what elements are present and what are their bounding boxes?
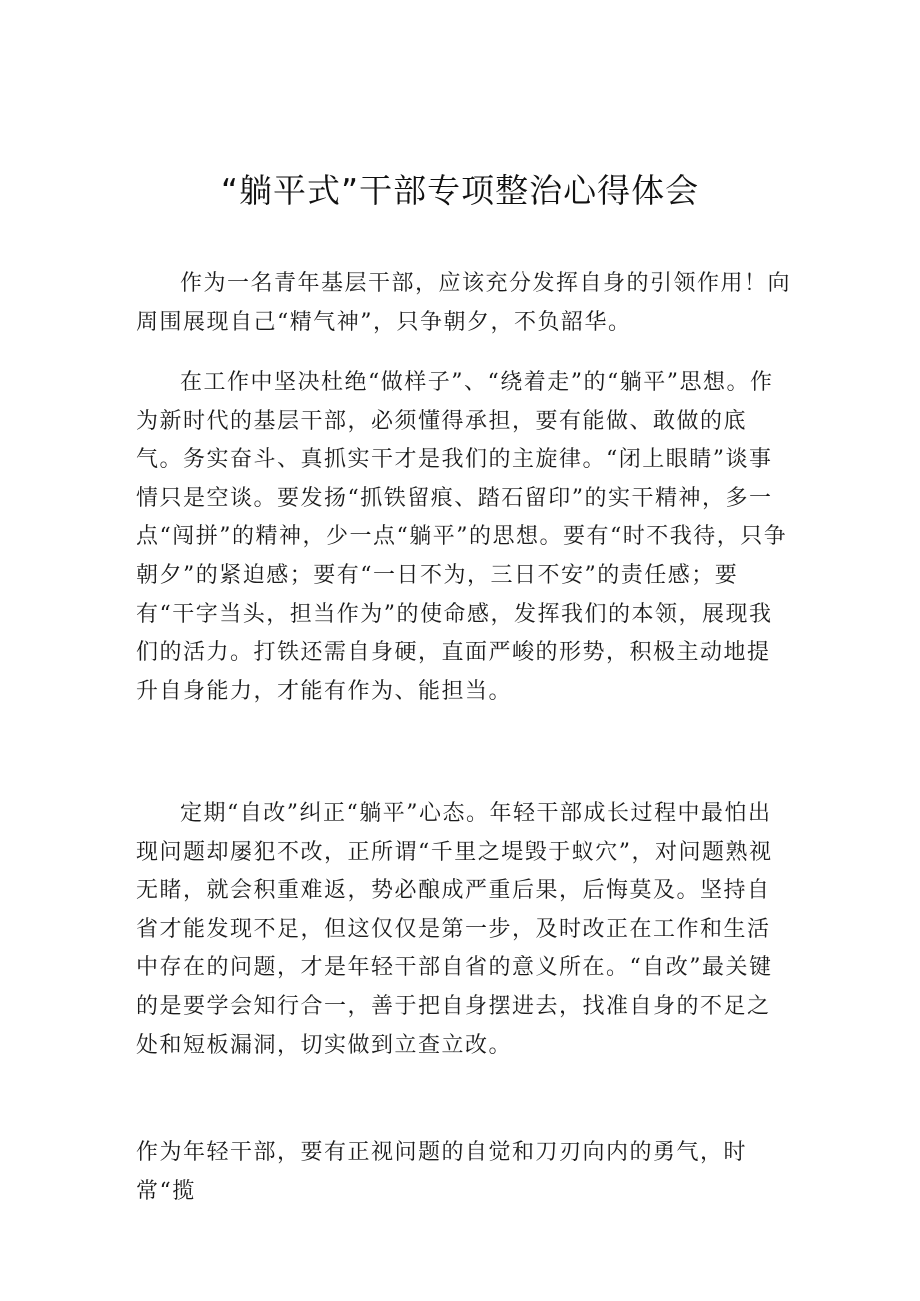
paragraph: 在工作中坚决杜绝“做样子”、“绕着走”的“躺平”思想。作为新时代的基层干部，必须懂得承担，要有能做、敢做的底气。务实奋斗、真抓实干才是我们的主旋律。“闭上眼睛”谈事情只是空谈。要发扬“抓铁留痕、踏石留印”的实干精神，多一点“闯拼”的精神，少一点“躺平”的思想。要有“时不我待，只争朝夕”的紧迫感；要有“一日不为，三日不安”的责任感；要有“干字当头，担当作为”的使命感，发挥我们的本领，展现我们的活力。打铁还需自身硬，直面严峻的形势，积极主动地提升自身能力，才能有作为、能担当。	[136, 370, 788, 704]
paragraph-2-container	[136, 364, 792, 711]
paragraph: 定期“自改”纠正“躺平”心态。年轻干部成长过程中最怕出现问题却屡犯不改，正所谓“千里之堤毁于蚁穴”，对问题熟视无睹，就会积重难返，势必酿成严重后果，后悔莫及。坚持自省才能发现不足，但这仅仅是第一步，及时改正在工作和生活中存在的问题，才是年轻干部自省的意义所在。“自改”最关键的是要学会知行合一，善于把自身摆进去，找准自身的不足之处和短板漏洞，切实做到立查立改。	[136, 801, 773, 1058]
paragraph-4-container	[136, 1134, 792, 1204]
paragraph: 作为年轻干部，要有正视问题的自觉和刀刃向内的勇气，时常“揽	[136, 1140, 748, 1204]
paragraph-3-container	[136, 795, 792, 1065]
paragraph: 作为一名青年基层干部，应该充分发挥自身的引领作用！向周围展现自己“精气神”，只争朝夕，不负韶华。	[136, 271, 792, 335]
document-title: “躺平式”干部专项整治心得体会	[220, 171, 700, 210]
paragraph-1-container	[136, 265, 792, 342]
